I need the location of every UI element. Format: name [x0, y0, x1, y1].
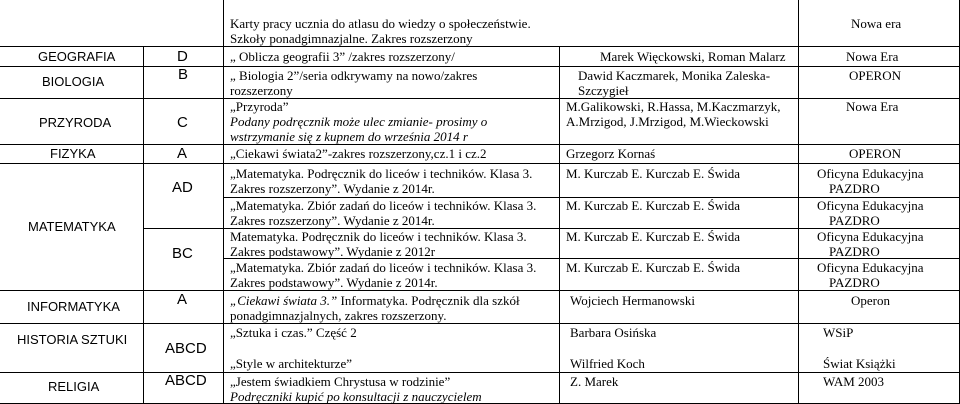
table-border [559, 46, 560, 404]
level-informatyka: A [177, 291, 188, 308]
publisher-matematyka-4b: PAZDRO [829, 275, 880, 290]
authors-informatyka: Wojciech Hermanowski [570, 293, 695, 308]
subject-historia-sztuki: HISTORIA SZTUKI [17, 332, 128, 347]
authors-matematyka-4: M. Kurczab E. Kurczab E. Świda [566, 260, 740, 275]
table-border [0, 98, 960, 99]
title-informatyka-series: „Ciekawi świata 3.” [230, 293, 338, 308]
level-biologia: B [178, 66, 189, 83]
level-historia-sztuki: ABCD [165, 340, 207, 357]
publisher-geografia: Nowa Era [846, 49, 899, 64]
table-border [0, 290, 960, 291]
publisher-matematyka-1b: PAZDRO [829, 181, 880, 196]
level-geografia: D [177, 48, 188, 65]
publisher-biologia: OPERON [849, 68, 902, 83]
authors-matematyka-2: M. Kurczab E. Kurczab E. Świda [566, 198, 740, 213]
title-biologia-1: „ Biologia 2”/seria odkrywamy na nowo/zakres [230, 68, 478, 83]
note-przyroda-1: Podany podręcznik może ulec zmianie- prosimy o [230, 114, 488, 129]
title-biologia-2: rozszerzony [230, 83, 293, 98]
title-fizyka: „Ciekawi świata2”-zakres rozszerzony,cz.1 i cz.2 [230, 146, 487, 161]
title-historia-1: „Sztuka i czas.” Część 2 [230, 325, 357, 340]
level-matematyka-ad: AD [172, 179, 193, 196]
subject-matematyka: MATEMATYKA [28, 219, 116, 234]
publisher-przyroda: Nowa Era [846, 99, 899, 114]
level-przyroda: C [177, 114, 188, 131]
subject-geografia: GEOGRAFIA [38, 49, 116, 64]
table-border [143, 46, 144, 404]
publisher-informatyka: Operon [851, 293, 890, 308]
authors-przyroda-2: A.Mrzigod, J.Mrzigod, M.Wieckowski [566, 114, 769, 129]
table-border [0, 372, 960, 373]
table-border [798, 0, 799, 404]
subject-fizyka: FIZYKA [50, 146, 96, 161]
authors-religia: Z. Marek [570, 374, 619, 389]
table-border [0, 66, 960, 67]
header-line-2: Szkoły ponadgimnazjalne. Zakres rozszerzony [230, 31, 473, 46]
authors-biologia-2: Szczygieł [578, 83, 629, 98]
title-matematyka-4a: „Matematyka. Zbiór zadań do liceów i techników. Klasa 3. [230, 260, 537, 275]
table-border [0, 323, 960, 324]
title-religia: „Jestem świadkiem Chrystusa w rodzinie” [230, 374, 451, 389]
publisher-historia-1: WSiP [823, 325, 854, 340]
title-matematyka-2a: „Matematyka. Zbiór zadań do liceów i techników. Klasa 3. [230, 198, 537, 213]
subject-religia: RELIGIA [48, 379, 100, 394]
title-przyroda: „Przyroda” [230, 99, 289, 114]
note-religia: Podręczniki kupić po konsultacji z nauczycielem [230, 389, 482, 404]
title-historia-2: „Style w architekturze” [230, 356, 352, 371]
note-przyroda-2: wstrzymanie się z kupnem do września 2014 r [230, 129, 468, 144]
subject-informatyka: INFORMATYKA [27, 299, 120, 314]
table-border [0, 144, 960, 145]
title-informatyka-1 [230, 293, 520, 308]
authors-przyroda-1: M.Galikowski, R.Hassa, M.Kaczmarzyk, [566, 99, 781, 114]
header-line-1: Karty pracy ucznia do atlasu do wiedzy o społeczeństwie. [230, 16, 531, 31]
subject-biologia: BIOLOGIA [42, 74, 105, 89]
publisher-matematyka-3b: PAZDRO [829, 244, 880, 259]
publisher-matematyka-3a: Oficyna Edukacyjna [817, 229, 924, 244]
title-geografia: „ Oblicza geografii 3” /zakres rozszerzony/ [230, 49, 455, 64]
title-informatyka-2: ponadgimnazjalnych, zakres rozszerzony. [230, 308, 447, 323]
title-matematyka-4b: Zakres podstawowy”. Wydanie z 2014r. [230, 275, 438, 290]
authors-matematyka-1: M. Kurczab E. Kurczab E. Świda [566, 166, 740, 181]
table-border [0, 163, 960, 164]
title-matematyka-1a: „Matematyka. Podręcznik do liceów i techników. Klasa 3. [230, 166, 533, 181]
level-fizyka: A [177, 145, 188, 162]
publisher-matematyka-2b: PAZDRO [829, 213, 880, 228]
publisher-historia-2: Świat Książki [823, 356, 896, 371]
level-matematyka-bc: BC [172, 245, 193, 262]
title-matematyka-3a: Matematyka. Podręcznik do liceów i techników. Klasa 3. [230, 229, 527, 244]
level-religia: ABCD [165, 372, 207, 389]
table-border [0, 46, 960, 47]
authors-geografia: Marek Więckowski, Roman Malarz [600, 49, 786, 64]
authors-historia-1: Barbara Osińska [570, 325, 657, 340]
title-informatyka-rest: Informatyka. Podręcznik dla szkół [337, 293, 520, 308]
authors-biologia-1: Dawid Kaczmarek, Monika Zaleska- [578, 68, 771, 83]
publisher-religia: WAM 2003 [823, 374, 885, 389]
publisher-matematyka-4a: Oficyna Edukacyjna [817, 260, 924, 275]
publisher-fizyka: OPERON [849, 146, 902, 161]
title-matematyka-3b: Zakres podstawowy”. Wydanie z 2012r [230, 244, 436, 259]
publisher-matematyka-1a: Oficyna Edukacyjna [817, 166, 924, 181]
authors-fizyka: Grzegorz Kornaś [566, 146, 656, 161]
subject-przyroda: PRZYRODA [39, 115, 112, 130]
authors-historia-2: Wilfried Koch [570, 356, 645, 371]
header-publisher: Nowa era [851, 16, 902, 31]
table-border [223, 0, 224, 404]
authors-matematyka-3: M. Kurczab E. Kurczab E. Świda [566, 229, 740, 244]
title-matematyka-1b: Zakres rozszerzony”. Wydanie z 2014r. [230, 181, 435, 196]
title-matematyka-2b: Zakres rozszerzony”. Wydanie z 2014r. [230, 213, 435, 228]
publisher-matematyka-2a: Oficyna Edukacyjna [817, 198, 924, 213]
